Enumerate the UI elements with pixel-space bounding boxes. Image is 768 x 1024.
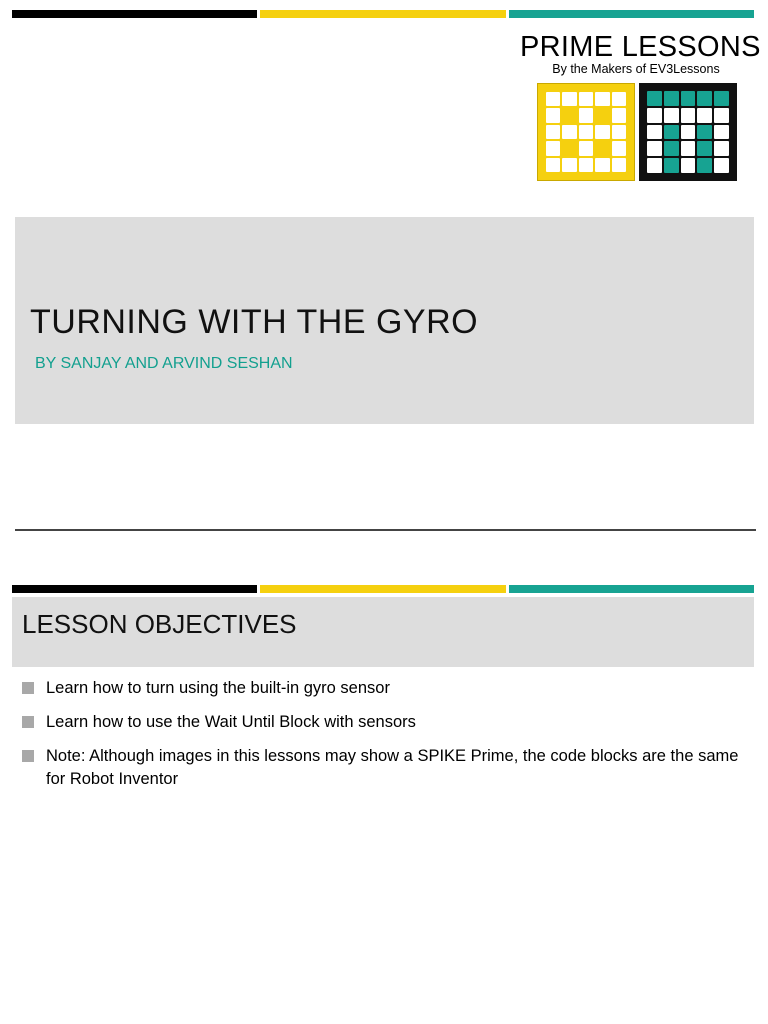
brand-title: PRIME LESSONS xyxy=(520,31,761,63)
logo-cell xyxy=(714,91,729,106)
objectives-stripe-black xyxy=(12,585,257,593)
logo-cell xyxy=(664,158,679,173)
logo-cell xyxy=(612,158,626,172)
logo-cell xyxy=(664,91,679,106)
logo-cell xyxy=(546,108,560,122)
square-bullet-icon xyxy=(22,682,34,694)
logo-cell xyxy=(697,91,712,106)
brand-block xyxy=(520,30,761,76)
square-bullet-icon xyxy=(22,750,34,762)
slide-subtitle: BY SANJAY AND ARVIND SESHAN xyxy=(35,355,293,372)
logo-cell xyxy=(612,141,626,155)
logo-cell xyxy=(612,125,626,139)
logo-cell xyxy=(714,158,729,173)
logo-cell xyxy=(681,141,696,156)
bullet-text: Learn how to turn using the built-in gyro sensor xyxy=(46,679,390,697)
logo-cell xyxy=(546,125,560,139)
logo-cell xyxy=(595,158,609,172)
black-teal-grid-logo-icon xyxy=(639,83,737,181)
logo-cell xyxy=(562,125,576,139)
logo-cell xyxy=(714,141,729,156)
logo-cell xyxy=(647,141,662,156)
logo-cell xyxy=(595,141,609,155)
logo-cell xyxy=(595,108,609,122)
logo-cell xyxy=(595,92,609,106)
objectives-header-panel xyxy=(12,597,754,667)
square-bullet-icon xyxy=(22,716,34,728)
logo-cell xyxy=(681,108,696,123)
logo-cell xyxy=(647,91,662,106)
logo-cell xyxy=(714,108,729,123)
list-item xyxy=(22,711,752,734)
list-item xyxy=(22,745,752,791)
logo-cell xyxy=(579,141,593,155)
logo-cell xyxy=(681,91,696,106)
objectives-stripe-teal xyxy=(509,585,754,593)
bullet-text: Note: Although images in this lessons may show a SPIKE Prime, the code blocks are the same for Robot Inventor xyxy=(46,747,739,788)
logo-cell xyxy=(562,108,576,122)
logo-cell xyxy=(579,108,593,122)
logo-cell xyxy=(681,125,696,140)
logo-cell xyxy=(612,92,626,106)
title-panel xyxy=(15,217,754,424)
logo-cell xyxy=(664,125,679,140)
logo-cell xyxy=(647,108,662,123)
list-item xyxy=(22,677,752,700)
logo-cell xyxy=(664,108,679,123)
logo-cell xyxy=(579,158,593,172)
objectives-heading: LESSON OBJECTIVES xyxy=(22,609,297,639)
logo-cell xyxy=(595,125,609,139)
logo-cell xyxy=(714,125,729,140)
logo-cell xyxy=(562,141,576,155)
logo-cell xyxy=(664,141,679,156)
logo-cell xyxy=(697,141,712,156)
logo-cell xyxy=(697,108,712,123)
logo-cell xyxy=(697,158,712,173)
logo-cell xyxy=(546,92,560,106)
logo-cell xyxy=(562,158,576,172)
brand-subtitle: By the Makers of EV3Lessons xyxy=(552,62,720,76)
bullet-text: Learn how to use the Wait Until Block with sensors xyxy=(46,713,416,731)
logo-cell xyxy=(546,141,560,155)
objectives-list xyxy=(22,677,752,802)
slide-title: TURNING WITH THE GYRO xyxy=(30,303,479,341)
logo-cell xyxy=(681,158,696,173)
logo-cell xyxy=(579,125,593,139)
logo-cell xyxy=(647,158,662,173)
top-stripe-black xyxy=(12,10,257,18)
slide-divider xyxy=(15,529,756,531)
logo-cell xyxy=(612,108,626,122)
logo-cell xyxy=(647,125,662,140)
logo-cell xyxy=(546,158,560,172)
logo-cell xyxy=(579,92,593,106)
logo-cell xyxy=(562,92,576,106)
logo-cell xyxy=(697,125,712,140)
yellow-grid-logo-icon xyxy=(537,83,635,181)
top-stripe-teal xyxy=(509,10,754,18)
objectives-stripe-yellow xyxy=(260,585,506,593)
top-stripe-yellow xyxy=(260,10,506,18)
